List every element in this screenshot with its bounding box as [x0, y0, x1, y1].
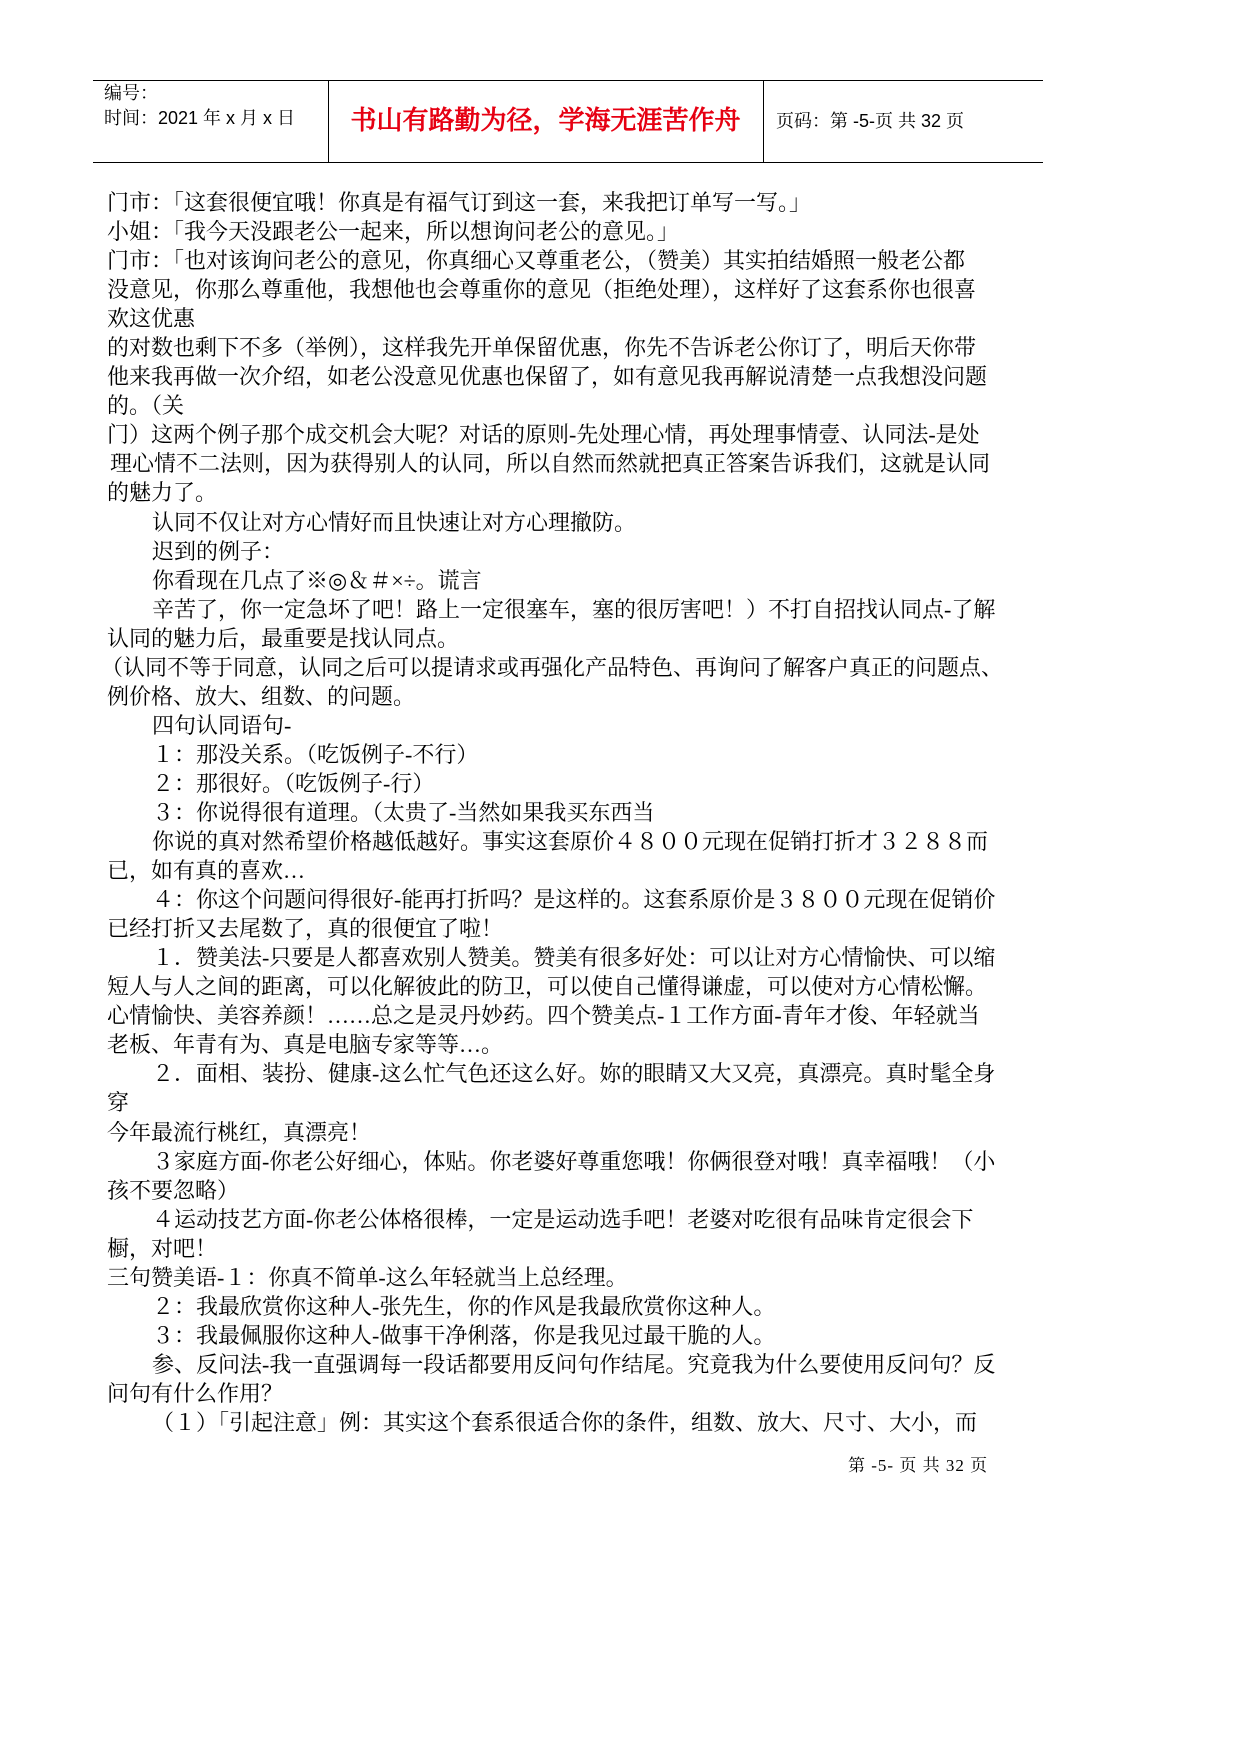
body-line: 认同不仅让对方心情好而且快速让对方心理撤防。 — [152, 509, 637, 535]
body-line: 三句赞美语-１：你真不简单-这么年轻就当上总经理。 — [107, 1264, 628, 1290]
body-line: 短人与人之间的距离，可以化解彼此的防卫，可以使自己懂得谦虚，可以使对方心情松懈。 — [107, 974, 988, 1000]
body-line: 理心情不二法则，因为获得别人的认同，所以自然而然就把真正答案告诉我们，这就是认同 — [110, 451, 991, 477]
body-line: （１）「引起注意」例：其实这个套系很适合你的条件，组数、放大、尺寸、大小，而 — [152, 1409, 978, 1435]
body-line: 橱，对吧！ — [107, 1235, 218, 1261]
body-line: 的对数也剩下不多（举例），这样我先开单保留优惠，你先不告诉老公你订了，明后天你带 — [107, 335, 977, 361]
body-line: 认同的魅力后，最重要是找认同点。 — [107, 625, 460, 651]
body-line: 四句认同语句- — [152, 712, 292, 738]
body-line: 问句有什么作用？ — [107, 1380, 284, 1406]
body-line: 参、反问法-我一直强调每一段话都要用反问句作结尾。究竟我为什么要使用反问句？反 — [152, 1351, 996, 1377]
body-line: 门市：「这套很便宜哦！你真是有福气订到这一套，来我把订单写一写。」 — [107, 190, 812, 215]
body-line: 孩不要忽略） — [107, 1177, 240, 1203]
body-line: ２．面相、装扮、健康-这么忙气色还这么好。妳的眼睛又大又亮，真漂亮。真时髦全身 — [152, 1061, 996, 1087]
body-line: 你说的真对然希望价格越低越好。事实这套原价４８００元现在促销打折才３２８８而 — [152, 829, 989, 855]
header-divider-right — [763, 80, 764, 162]
body-line: ２：我最欣赏你这种人-张先生，你的作风是我最欣赏你这种人。 — [152, 1293, 776, 1319]
body-line: 门）这两个例子那个成交机会大呢？对话的原则-先处理心情，再处理事情壹、认同法-是处 — [107, 422, 980, 448]
body-line: ３：你说得很有道理。（太贵了-当然如果我买东西当 — [152, 799, 655, 825]
body-line: 他来我再做一次介绍，如老公没意见优惠也保留了，如有意见我再解说清楚一点我想没问题 — [107, 364, 988, 390]
body-line: 门市：「也对该询问老公的意见，你真细心又尊重老公，（赞美）其实拍结婚照一般老公都 — [107, 248, 966, 274]
body-line: １：那没关系。（吃饭例子-不行） — [152, 741, 479, 767]
body-line: 已经打折又去尾数了，真的很便宜了啦！ — [107, 916, 504, 942]
body-line: （认同不等于同意，认同之后可以提请求或再强化产品特色、再询问了解客户真正的问题点、 — [101, 654, 1004, 680]
body-line: 辛苦了，你一定急坏了吧！路上一定很塞车，塞的很厉害吧！）不打自招找认同点-了解 — [152, 596, 996, 622]
body-line: 欢这优惠 — [107, 306, 196, 332]
body-line: 的。（关 — [107, 393, 185, 419]
body-line: ４：你这个问题问得很好-能再打折吗？是这样的。这套系原价是３８００元现在促销价 — [152, 887, 996, 913]
header-top-rule — [93, 80, 1043, 81]
body-line: ２：那很好。（吃饭例子-行） — [152, 770, 435, 796]
body-line: 你看现在几点了※◎＆＃×÷。谎言 — [152, 567, 482, 593]
body-line: 没意见，你那么尊重他，我想他也会尊重你的意见（拒绝处理），这样好了这套系你也很喜 — [107, 277, 977, 303]
body-line: 今年最流行桃红，真漂亮！ — [107, 1119, 372, 1145]
header-number-label: 编号： — [104, 83, 158, 103]
header-time-label: 时间：2021 年 x 月 x 日 — [104, 108, 296, 128]
body-line: 老板、年青有为、真是电脑专家等等…。 — [107, 1032, 504, 1058]
body-line: 例价格、放大、组数、的问题。 — [107, 683, 416, 709]
footer-page-number: 第 -5- 页 共 32 页 — [848, 1456, 989, 1475]
body-line: 已，如有真的喜欢… — [107, 858, 306, 884]
body-line: 心情愉快、美容养颜！……总之是灵丹妙药。四个赞美点-１工作方面-青年才俊、年轻就当 — [107, 1003, 980, 1029]
body-text — [101, 188, 1127, 1437]
body-line: ４运动技艺方面-你老公体格很棒，一定是运动选手吧！老婆对吃很有品味肯定很会下 — [152, 1206, 974, 1232]
header-page-info: 页码：第 -5-页 共 32 页 — [776, 111, 965, 131]
header-motto: 书山有路勤为径，学海无涯苦作舟 — [350, 106, 741, 135]
body-line: １．赞美法-只要是人都喜欢别人赞美。赞美有很多好处：可以让对方心情愉快、可以缩 — [152, 945, 996, 971]
body-line: 小姐：「我今天没跟老公一起来，所以想询问老公的意见。」 — [107, 219, 680, 245]
body-line: 的魅力了。 — [107, 480, 218, 506]
body-line: 穿 — [107, 1090, 130, 1116]
body-line: 迟到的例子： — [152, 538, 285, 564]
body-line: ３家庭方面-你老公好细心，体贴。你老婆好尊重您哦！你俩很登对哦！真幸福哦！（小 — [152, 1148, 996, 1174]
body-line: ３：我最佩服你这种人-做事干净俐落，你是我见过最干脆的人。 — [152, 1322, 776, 1348]
header-bottom-rule — [93, 162, 1043, 163]
